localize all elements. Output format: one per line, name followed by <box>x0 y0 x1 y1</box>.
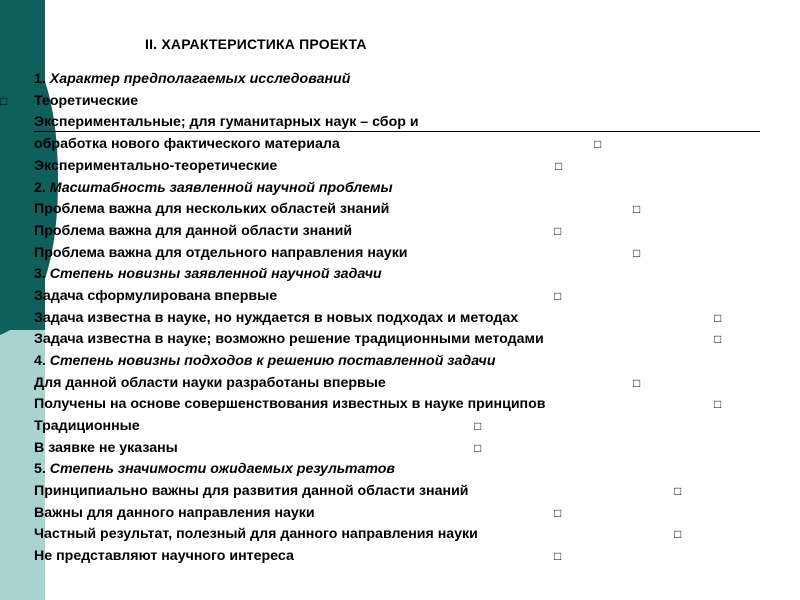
option-checkbox[interactable]: □ <box>554 506 562 520</box>
option-checkbox[interactable]: □ <box>674 527 682 541</box>
option-label: Важны для данного направления науки <box>34 505 315 521</box>
section-heading <box>34 352 496 370</box>
section-number: 2. <box>34 180 50 196</box>
option-label: Задача известна в науке; возможно решение традиционными методами <box>34 331 544 347</box>
option-label: Принципиально важны для развития данной области знаний <box>34 483 469 499</box>
option-checkbox[interactable]: □ <box>555 159 563 173</box>
section-title: Характер предполагаемых исследований <box>49 71 351 87</box>
option-checkbox[interactable]: □ <box>554 549 562 563</box>
section-heading <box>34 265 382 283</box>
section-number: 4. <box>34 353 50 369</box>
option-label: Для данной области науки разработаны впервые <box>34 375 386 391</box>
option-label: Получены на основе совершенствования известных в науке принципов <box>34 396 546 412</box>
section-number: 1. <box>34 71 50 87</box>
option-checkbox[interactable]: □ <box>714 332 722 346</box>
option-checkbox[interactable]: □ <box>474 419 482 433</box>
option-label: Традиционные <box>34 418 140 434</box>
option-label: Экспериментально-теоретические <box>34 158 278 174</box>
option-label: Экспериментальные; для гуманитарных наук – сбор и <box>34 114 419 130</box>
section-number: 3. <box>34 266 50 282</box>
divider-line <box>34 131 760 132</box>
option-label: Задача сформулирована впервые <box>34 288 278 304</box>
option-label: Теоретические <box>34 93 139 109</box>
section-title: Масштабность заявленной научной проблемы <box>49 180 393 196</box>
section-number: 5. <box>34 461 50 477</box>
section-title: Степень новизны подходов к решению поставленной задачи <box>49 353 496 369</box>
option-checkbox[interactable]: □ <box>594 137 602 151</box>
option-checkbox[interactable]: □ <box>633 202 641 216</box>
option-checkbox[interactable]: □ <box>554 289 562 303</box>
option-checkbox[interactable]: □ <box>0 94 8 108</box>
option-checkbox[interactable]: □ <box>554 224 562 238</box>
option-label: обработка нового фактического материала <box>34 136 340 152</box>
option-checkbox[interactable]: □ <box>674 484 682 498</box>
option-label: Задача известна в науке, но нуждается в новых подходах и методах <box>34 310 519 326</box>
section-heading <box>34 460 395 478</box>
option-checkbox[interactable]: □ <box>633 376 641 390</box>
section-title: Степень новизны заявленной научной задачи <box>49 266 382 282</box>
option-checkbox[interactable]: □ <box>633 246 641 260</box>
option-label: Не представляют научного интереса <box>34 548 294 564</box>
option-checkbox[interactable]: □ <box>714 311 722 325</box>
option-label: Проблема важна для данной области знаний <box>34 223 353 239</box>
section-title: Степень значимости ожидаемых результатов <box>49 461 396 477</box>
section-heading <box>34 179 393 197</box>
option-label: Проблема важна для нескольких областей знаний <box>34 201 390 217</box>
option-checkbox[interactable]: □ <box>474 441 482 455</box>
option-label: В заявке не указаны <box>34 440 178 456</box>
option-label: Проблема важна для отдельного направления науки <box>34 245 408 261</box>
option-checkbox[interactable]: □ <box>714 397 722 411</box>
section-heading <box>34 70 350 88</box>
option-label: Частный результат, полезный для данного направления науки <box>34 526 478 542</box>
page-title: II. ХАРАКТЕРИСТИКА ПРОЕКТА <box>145 36 367 52</box>
